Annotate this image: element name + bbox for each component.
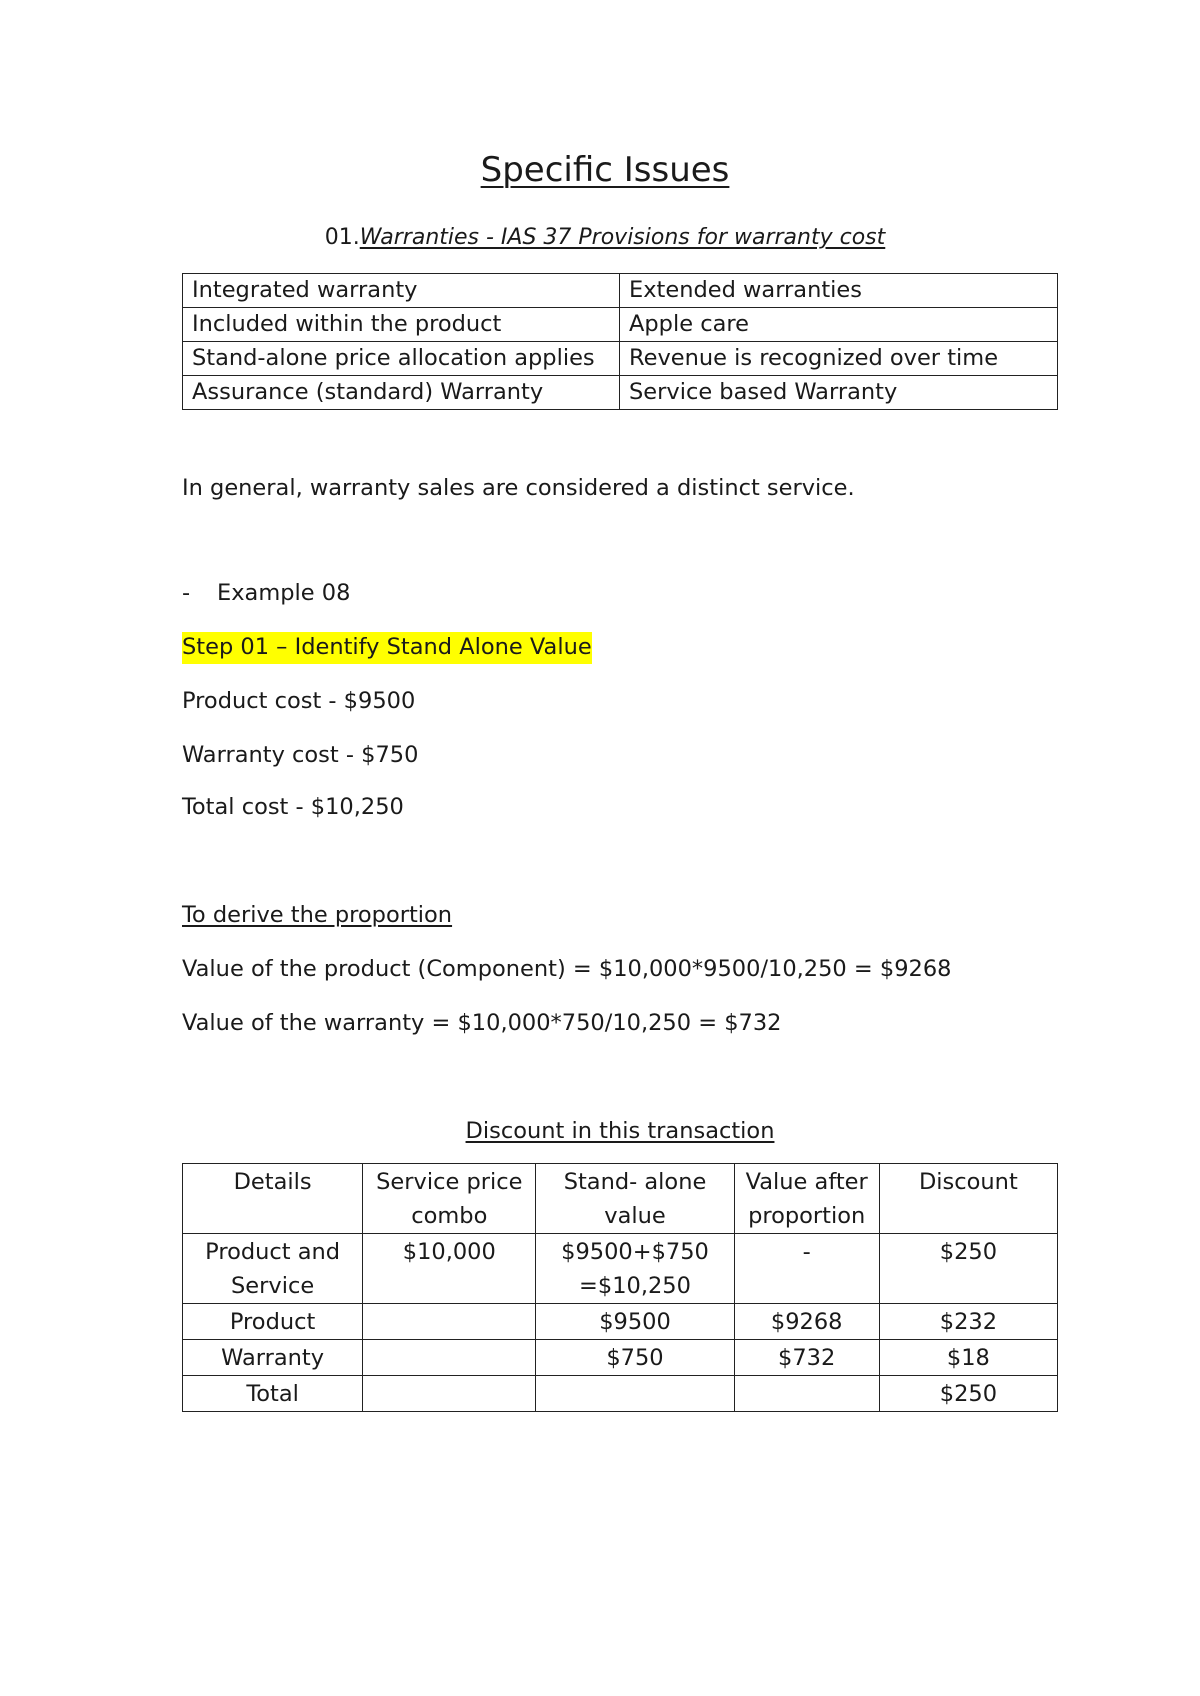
standalone-line: $9500+$750: [561, 1239, 709, 1265]
warranty-value-formula: Value of the warranty = $10,000*750/10,250 = $732: [182, 1010, 782, 1036]
general-note: In general, warranty sales are considered a distinct service.: [182, 475, 855, 501]
table-row: [183, 376, 1058, 410]
row-after: $732: [734, 1340, 879, 1376]
example-label: Example 08: [217, 580, 351, 606]
table-row: [183, 1234, 1058, 1304]
row-after: $9268: [734, 1304, 879, 1340]
table-header-row: [183, 1164, 1058, 1234]
table-row: [183, 1340, 1058, 1376]
table-row: [183, 1304, 1058, 1340]
header-discount: Discount: [879, 1164, 1057, 1234]
row-combo: [363, 1376, 536, 1412]
list-dash: -: [182, 580, 191, 606]
discount-heading: Discount in this transaction: [465, 1118, 775, 1144]
row-discount: $18: [879, 1340, 1057, 1376]
table-cell: Stand-alone price allocation applies: [183, 342, 620, 376]
section-number: 01.: [324, 225, 360, 250]
step-heading: [182, 634, 592, 660]
table-cell: Assurance (standard) Warranty: [183, 376, 620, 410]
table-row: [183, 1376, 1058, 1412]
total-cost: Total cost - $10,250: [182, 794, 404, 820]
highlighted-step: Step 01 – Identify Stand Alone Value: [182, 632, 592, 664]
header-service-price-combo: Service price combo: [363, 1164, 536, 1234]
row-details: Warranty: [183, 1340, 363, 1376]
row-details: Total: [183, 1376, 363, 1412]
row-standalone: $750: [536, 1340, 734, 1376]
product-cost: Product cost - $9500: [182, 688, 416, 714]
row-discount: $232: [879, 1304, 1057, 1340]
row-details: Product and Service: [183, 1234, 363, 1304]
warranty-cost: Warranty cost - $750: [182, 742, 419, 768]
row-details: Product: [183, 1304, 363, 1340]
warranty-comparison-table: [182, 273, 1058, 410]
header-value-after-proportion: Value after proportion: [734, 1164, 879, 1234]
standalone-line: =$10,250: [579, 1273, 691, 1299]
row-combo: $10,000: [363, 1234, 536, 1304]
row-standalone: $9500: [536, 1304, 734, 1340]
page-title: Specific Issues: [480, 150, 730, 190]
table-cell: Extended warranties: [620, 274, 1058, 308]
table-row: [183, 308, 1058, 342]
row-combo: [363, 1304, 536, 1340]
table-row: [183, 274, 1058, 308]
section-subtitle: [0, 225, 1200, 250]
row-discount: $250: [879, 1234, 1057, 1304]
header-stand-alone-value: Stand- alone value: [536, 1164, 734, 1234]
table-cell: Revenue is recognized over time: [620, 342, 1058, 376]
row-standalone: [536, 1376, 734, 1412]
header-details: Details: [183, 1164, 363, 1234]
table-cell: Service based Warranty: [620, 376, 1058, 410]
table-row: [183, 342, 1058, 376]
product-value-formula: Value of the product (Component) = $10,000*9500/10,250 = $9268: [182, 956, 952, 982]
row-after: [734, 1376, 879, 1412]
proportion-heading: To derive the proportion: [182, 902, 453, 928]
table-cell: Included within the product: [183, 308, 620, 342]
row-standalone: [536, 1234, 734, 1304]
section-heading: Warranties - IAS 37 Provisions for warranty cost: [359, 225, 886, 250]
discount-table: [182, 1163, 1058, 1412]
row-discount: $250: [879, 1376, 1057, 1412]
table-cell: Integrated warranty: [183, 274, 620, 308]
row-after: -: [734, 1234, 879, 1304]
table-cell: Apple care: [620, 308, 1058, 342]
row-combo: [363, 1340, 536, 1376]
example-item: [182, 580, 350, 606]
